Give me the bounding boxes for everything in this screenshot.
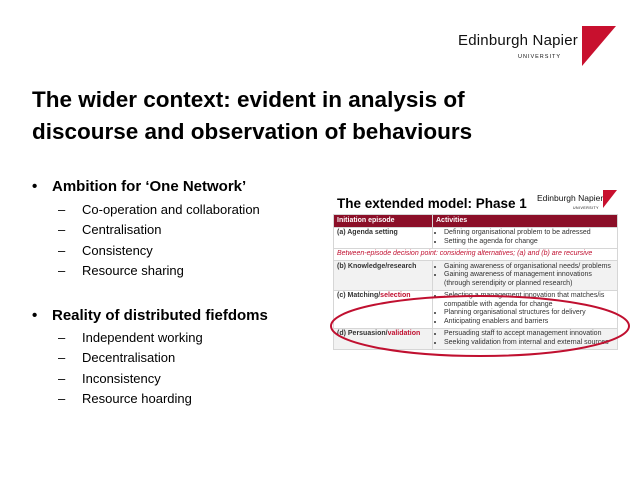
panel-title: The extended model: Phase 1 <box>337 196 527 211</box>
sub-item: – Consistency <box>58 243 153 258</box>
page-title <box>32 84 612 148</box>
sub-item: – Independent working <box>58 330 203 345</box>
table-header-cell: Initiation episode <box>334 215 433 228</box>
table-header-cell: Activities <box>433 215 618 228</box>
panel-logo: Edinburgh Napier UNIVERSITY <box>537 190 617 212</box>
university-logo <box>458 20 618 72</box>
bullet-label: Ambition for ‘One Network’ <box>52 178 247 195</box>
logo-name: Edinburgh Napier <box>458 32 578 49</box>
table-row: (b) Knowledge/research • Gaining awareness of organisational needs/ problems • Gaining awareness of management innovations (through serendipity or planned research) <box>334 261 618 291</box>
logo-sub: UNIVERSITY <box>518 54 562 60</box>
sub-item: – Resource sharing <box>58 263 184 278</box>
table-row: (a) Agenda setting • Defining organisational problem to be adressed • Setting the agenda for change <box>334 227 618 248</box>
sub-item: – Resource hoarding <box>58 391 192 406</box>
sub-item: – Decentralisation <box>58 350 176 365</box>
logo-triangle-icon <box>603 190 617 208</box>
sub-item: – Inconsistency <box>58 371 161 386</box>
bullet-label: Reality of distributed fiefdoms <box>52 307 268 324</box>
bullet-reality <box>32 307 268 324</box>
bullet-dot: • <box>32 307 38 324</box>
sub-item: – Centralisation <box>58 222 162 237</box>
logo-triangle-icon <box>582 26 616 66</box>
title-line-1: The wider context: evident in analysis of <box>32 87 465 112</box>
table-row: (d) Persuasion/validation • Persuading staff to accept management innovation • Seeking validation from internal and external sources <box>334 328 618 349</box>
table-header-row <box>334 215 618 228</box>
title-line-2: discourse and observation of behaviours <box>32 119 473 144</box>
bullet-ambition <box>32 178 246 195</box>
table-row-between: Between-episode decision point: considering alternatives; (a) and (b) are recursive <box>334 248 618 261</box>
table-row: (c) Matching/selection • Selecting a management innovation that matches/is compatible with agenda for change • Planning organisational structures for delivery • Anticipating enablers and barriers <box>334 290 618 328</box>
sub-item: – Co-operation and collaboration <box>58 202 260 217</box>
highlight-ellipse <box>328 293 632 359</box>
bullet-dot: • <box>32 178 38 195</box>
